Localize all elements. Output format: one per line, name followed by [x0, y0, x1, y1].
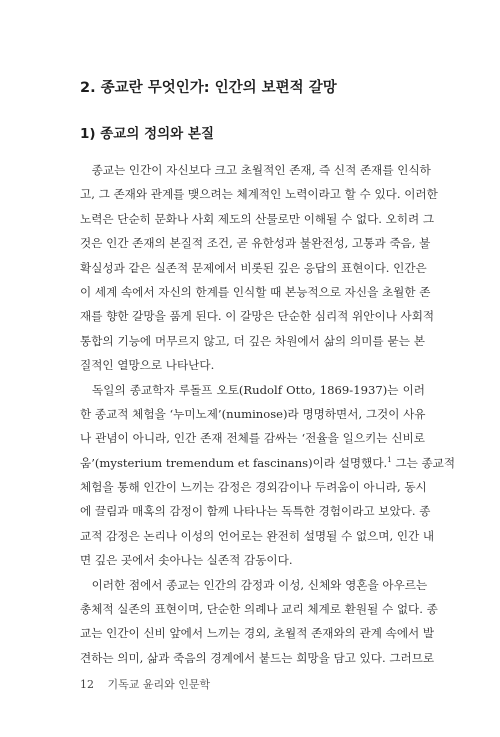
page-number: 12 — [80, 678, 94, 691]
text-line: 총체적 실존의 표현이며, 단순한 의례나 교리 체계로 환원될 수 없다. 종 — [80, 602, 438, 617]
text-segment: 그는 종교적 — [391, 455, 456, 470]
paragraph-1 — [80, 158, 438, 378]
text-line: 고, 그 존재와 관계를 맺으려는 체계적인 노력이라고 할 수 있다. 이러한 — [80, 187, 438, 202]
text-segment: 움’(mysterium tremendum et fascinans)이라 설명했다. — [80, 455, 388, 470]
text-line: 한 종교적 체험을 ‘누미노제’(numinose)라 명명하면서, 그것이 사유 — [80, 406, 426, 421]
paragraph-3 — [80, 573, 438, 671]
text-line: 통합의 기능에 머무르지 않고, 더 깊은 차원에서 삶의 의미를 묻는 본 — [80, 333, 425, 348]
text-line: 체험을 통해 인간이 느끼는 감정은 경외감이나 두려움이 아니라, 동시 — [80, 480, 427, 495]
paragraph-2 — [80, 378, 456, 573]
text-line: 교는 인간이 신비 앞에서 느끼는 경외, 초월적 존재와의 관계 속에서 발 — [80, 626, 435, 641]
text-line: 재를 향한 갈망을 품게 된다. 이 갈망은 단순한 심리적 위안이나 사회적 — [80, 309, 435, 324]
running-title: 기독교 윤리와 인문학 — [107, 678, 211, 691]
text-line: 종교는 인간이 자신보다 크고 초월적인 존재, 즉 신적 존재를 인식하 — [80, 163, 431, 177]
text-line: 이러한 점에서 종교는 인간의 감정과 이성, 신체와 영혼을 아우르는 — [80, 577, 428, 592]
text-line: 에 끌림과 매혹의 감정이 함께 나타나는 독특한 경험이라고 보았다. 종 — [80, 504, 431, 519]
page-footer — [80, 676, 210, 692]
text-line: 것은 인간 존재의 본질적 조건, 곧 유한성과 불완전성, 고통과 죽음, 불 — [80, 236, 431, 251]
text-line: 면 깊은 곳에서 솟아나는 실존적 감동이다. — [80, 553, 293, 568]
section-title: 2. 종교란 무엇인가: 인간의 보편적 갈망 — [80, 80, 337, 96]
text-line: 확실성과 같은 실존적 문제에서 비롯된 깊은 응답의 표현이다. 인간은 — [80, 260, 427, 275]
text-line: 질적인 열망으로 나타난다. — [80, 358, 215, 373]
text-line: 교적 감정은 논리나 이성의 언어로는 완전히 설명될 수 없으며, 인간 내 — [80, 528, 435, 543]
body-text — [80, 158, 456, 670]
text-line: 견하는 의미, 삶과 죽음의 경계에서 붙드는 희망을 담고 있다. 그러므로 — [80, 650, 435, 665]
subsection-title: 1) 종교의 정의와 본질 — [80, 126, 214, 142]
text-line: 나 관념이 아니라, 인간 존재 전체를 감싸는 ‘전율을 일으키는 신비로 — [80, 431, 425, 446]
footnote-mark[interactable]: 1 — [387, 455, 392, 464]
text-line: 노력은 단순히 문화나 사회 제도의 산물로만 이해될 수 없다. 오히려 그 — [80, 211, 435, 226]
text-line: 이 세계 속에서 자신의 한계를 인식할 때 본능적으로 자신을 초월한 존 — [80, 284, 431, 299]
text-line-with-footnote — [80, 451, 456, 475]
text-line: 독일의 종교학자 루돌프 오토(Rudolf Otto, 1869-1937)는 이러 — [80, 382, 425, 397]
